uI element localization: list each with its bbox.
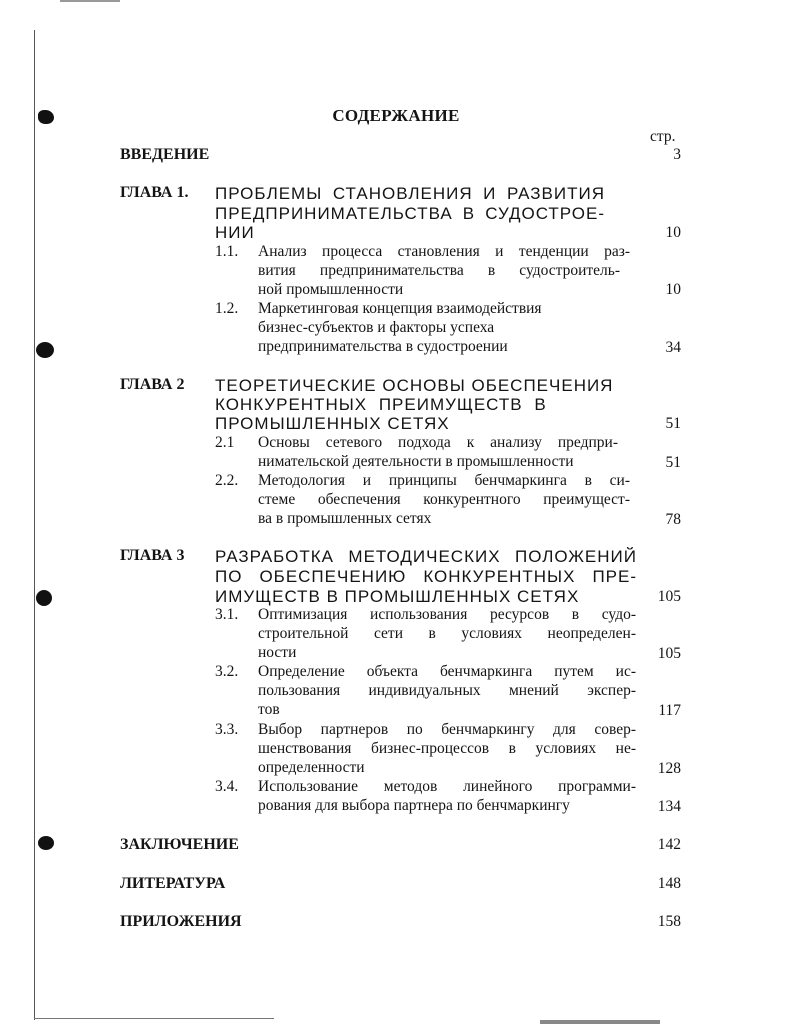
intro-label: ВВЕДЕНИЕ (120, 146, 210, 163)
section-3-2-page: 117 (658, 702, 681, 719)
chapter-3-page: 105 (657, 588, 681, 605)
section-2-2-number: 2.2. (215, 472, 239, 489)
chapter-2-label: ГЛАВА 2 (120, 376, 185, 393)
chapter-2-page: 51 (665, 415, 681, 432)
appendix-page: 158 (657, 913, 681, 930)
section-1-1-page: 10 (665, 281, 681, 298)
section-3-4-number: 3.4. (215, 778, 239, 795)
binding-hole (38, 836, 54, 850)
chapter-1-title-line: ПРЕДПРИНИМАТЕЛЬСТВА В СУДОСТРОЕ- (215, 204, 605, 223)
section-3-2-number: 3.2. (215, 663, 239, 680)
section-2-1-number: 2.1 (215, 434, 235, 451)
section-2-2-line: ва в промышленных сетях (258, 510, 432, 527)
chapter-2-title-line: КОНКУРЕНТНЫХ ПРЕИМУЩЕСТВ В (215, 395, 547, 414)
scan-border-bottom (34, 1018, 274, 1019)
page-title: СОДЕРЖАНИЕ (332, 106, 460, 125)
section-3-2-line: тов (258, 701, 280, 718)
appendix-label: ПРИЛОЖЕНИЯ (120, 913, 242, 930)
section-1-2-number: 1.2. (215, 300, 239, 317)
section-3-1-line: Оптимизация использования ресурсов в судо- (258, 606, 636, 623)
section-3-3-page: 128 (657, 760, 681, 777)
section-2-1-line: Основы сетевого подхода к анализу предпри- (258, 434, 618, 451)
section-3-3-line: Выбор партнеров по бенчмаркингу для совер- (258, 721, 636, 738)
scan-mark-bottom (540, 1020, 660, 1024)
section-2-2-page: 78 (665, 511, 681, 528)
section-3-2-line: Определение объекта бенчмаркинга путем ис- (258, 663, 636, 680)
scan-mark-top (60, 0, 120, 2)
page-column-label: стр. (650, 128, 676, 145)
section-2-1-page: 51 (665, 454, 681, 471)
section-3-1-line: ности (258, 644, 297, 661)
literature-label: ЛИТЕРАТУРА (120, 875, 226, 892)
chapter-1-label: ГЛАВА 1. (120, 184, 189, 201)
section-1-2-page: 34 (665, 339, 681, 356)
section-3-3-line: определенности (258, 759, 365, 776)
section-2-1-line: нимательской деятельности в промышленности (258, 453, 574, 470)
chapter-3-label: ГЛАВА 3 (120, 547, 185, 564)
section-1-2-line: бизнес-субъектов и факторы успеха (258, 319, 495, 336)
section-1-1-number: 1.1. (215, 243, 239, 260)
section-1-2-line: предпринимательства в судостроении (258, 338, 508, 355)
section-1-1-line: ной промышленности (258, 281, 404, 298)
chapter-3-title-line: ПО ОБЕСПЕЧЕНИЮ КОНКУРЕНТНЫХ ПРЕ- (215, 567, 637, 586)
section-2-2-line: стеме обеспечения конкурентного преимущест- (258, 491, 630, 508)
section-1-1-line: вития предпринимательства в судостроитель- (258, 262, 620, 279)
conclusion-label: ЗАКЛЮЧЕНИЕ (120, 836, 239, 853)
scan-border-left (34, 30, 35, 1020)
intro-page: 3 (673, 146, 681, 163)
section-3-2-line: пользования индивидуальных мнений экспер- (258, 682, 636, 699)
binding-hole (36, 590, 52, 606)
section-3-4-line: рования для выбора партнера по бенчмаркингу (258, 797, 570, 814)
conclusion-page: 142 (657, 836, 681, 853)
chapter-1-page: 10 (665, 224, 681, 241)
binding-hole (36, 342, 54, 358)
chapter-1-title-line: НИИ (215, 223, 255, 242)
section-3-3-number: 3.3. (215, 721, 239, 738)
section-3-1-number: 3.1. (215, 606, 239, 623)
chapter-3-title-line: ИМУЩЕСТВ В ПРОМЫШЛЕННЫХ СЕТЯХ (215, 587, 580, 606)
section-3-1-line: строительной сети в условиях неопределен- (258, 625, 636, 642)
section-3-4-line: Использование методов линейного программи- (258, 778, 636, 795)
section-1-2-line: Маркетинговая концепция взаимодействия (258, 300, 542, 317)
section-3-1-page: 105 (657, 645, 681, 662)
chapter-2-title-line: ПРОМЫШЛЕННЫХ СЕТЯХ (215, 414, 450, 433)
section-3-3-line: шенствования бизнес-процессов в условиях не- (258, 740, 636, 757)
literature-page: 148 (657, 875, 681, 892)
section-2-2-line: Методология и принципы бенчмаркинга в си- (258, 472, 630, 489)
section-1-1-line: Анализ процесса становления и тенденции раз- (258, 243, 630, 260)
chapter-2-title-line: ТЕОРЕТИЧЕСКИЕ ОСНОВЫ ОБЕСПЕЧЕНИЯ (215, 376, 613, 395)
chapter-1-title-line: ПРОБЛЕМЫ СТАНОВЛЕНИЯ И РАЗВИТИЯ (215, 184, 605, 203)
section-3-4-page: 134 (657, 798, 681, 815)
chapter-3-title-line: РАЗРАБОТКА МЕТОДИЧЕСКИХ ПОЛОЖЕНИЙ (215, 547, 637, 566)
